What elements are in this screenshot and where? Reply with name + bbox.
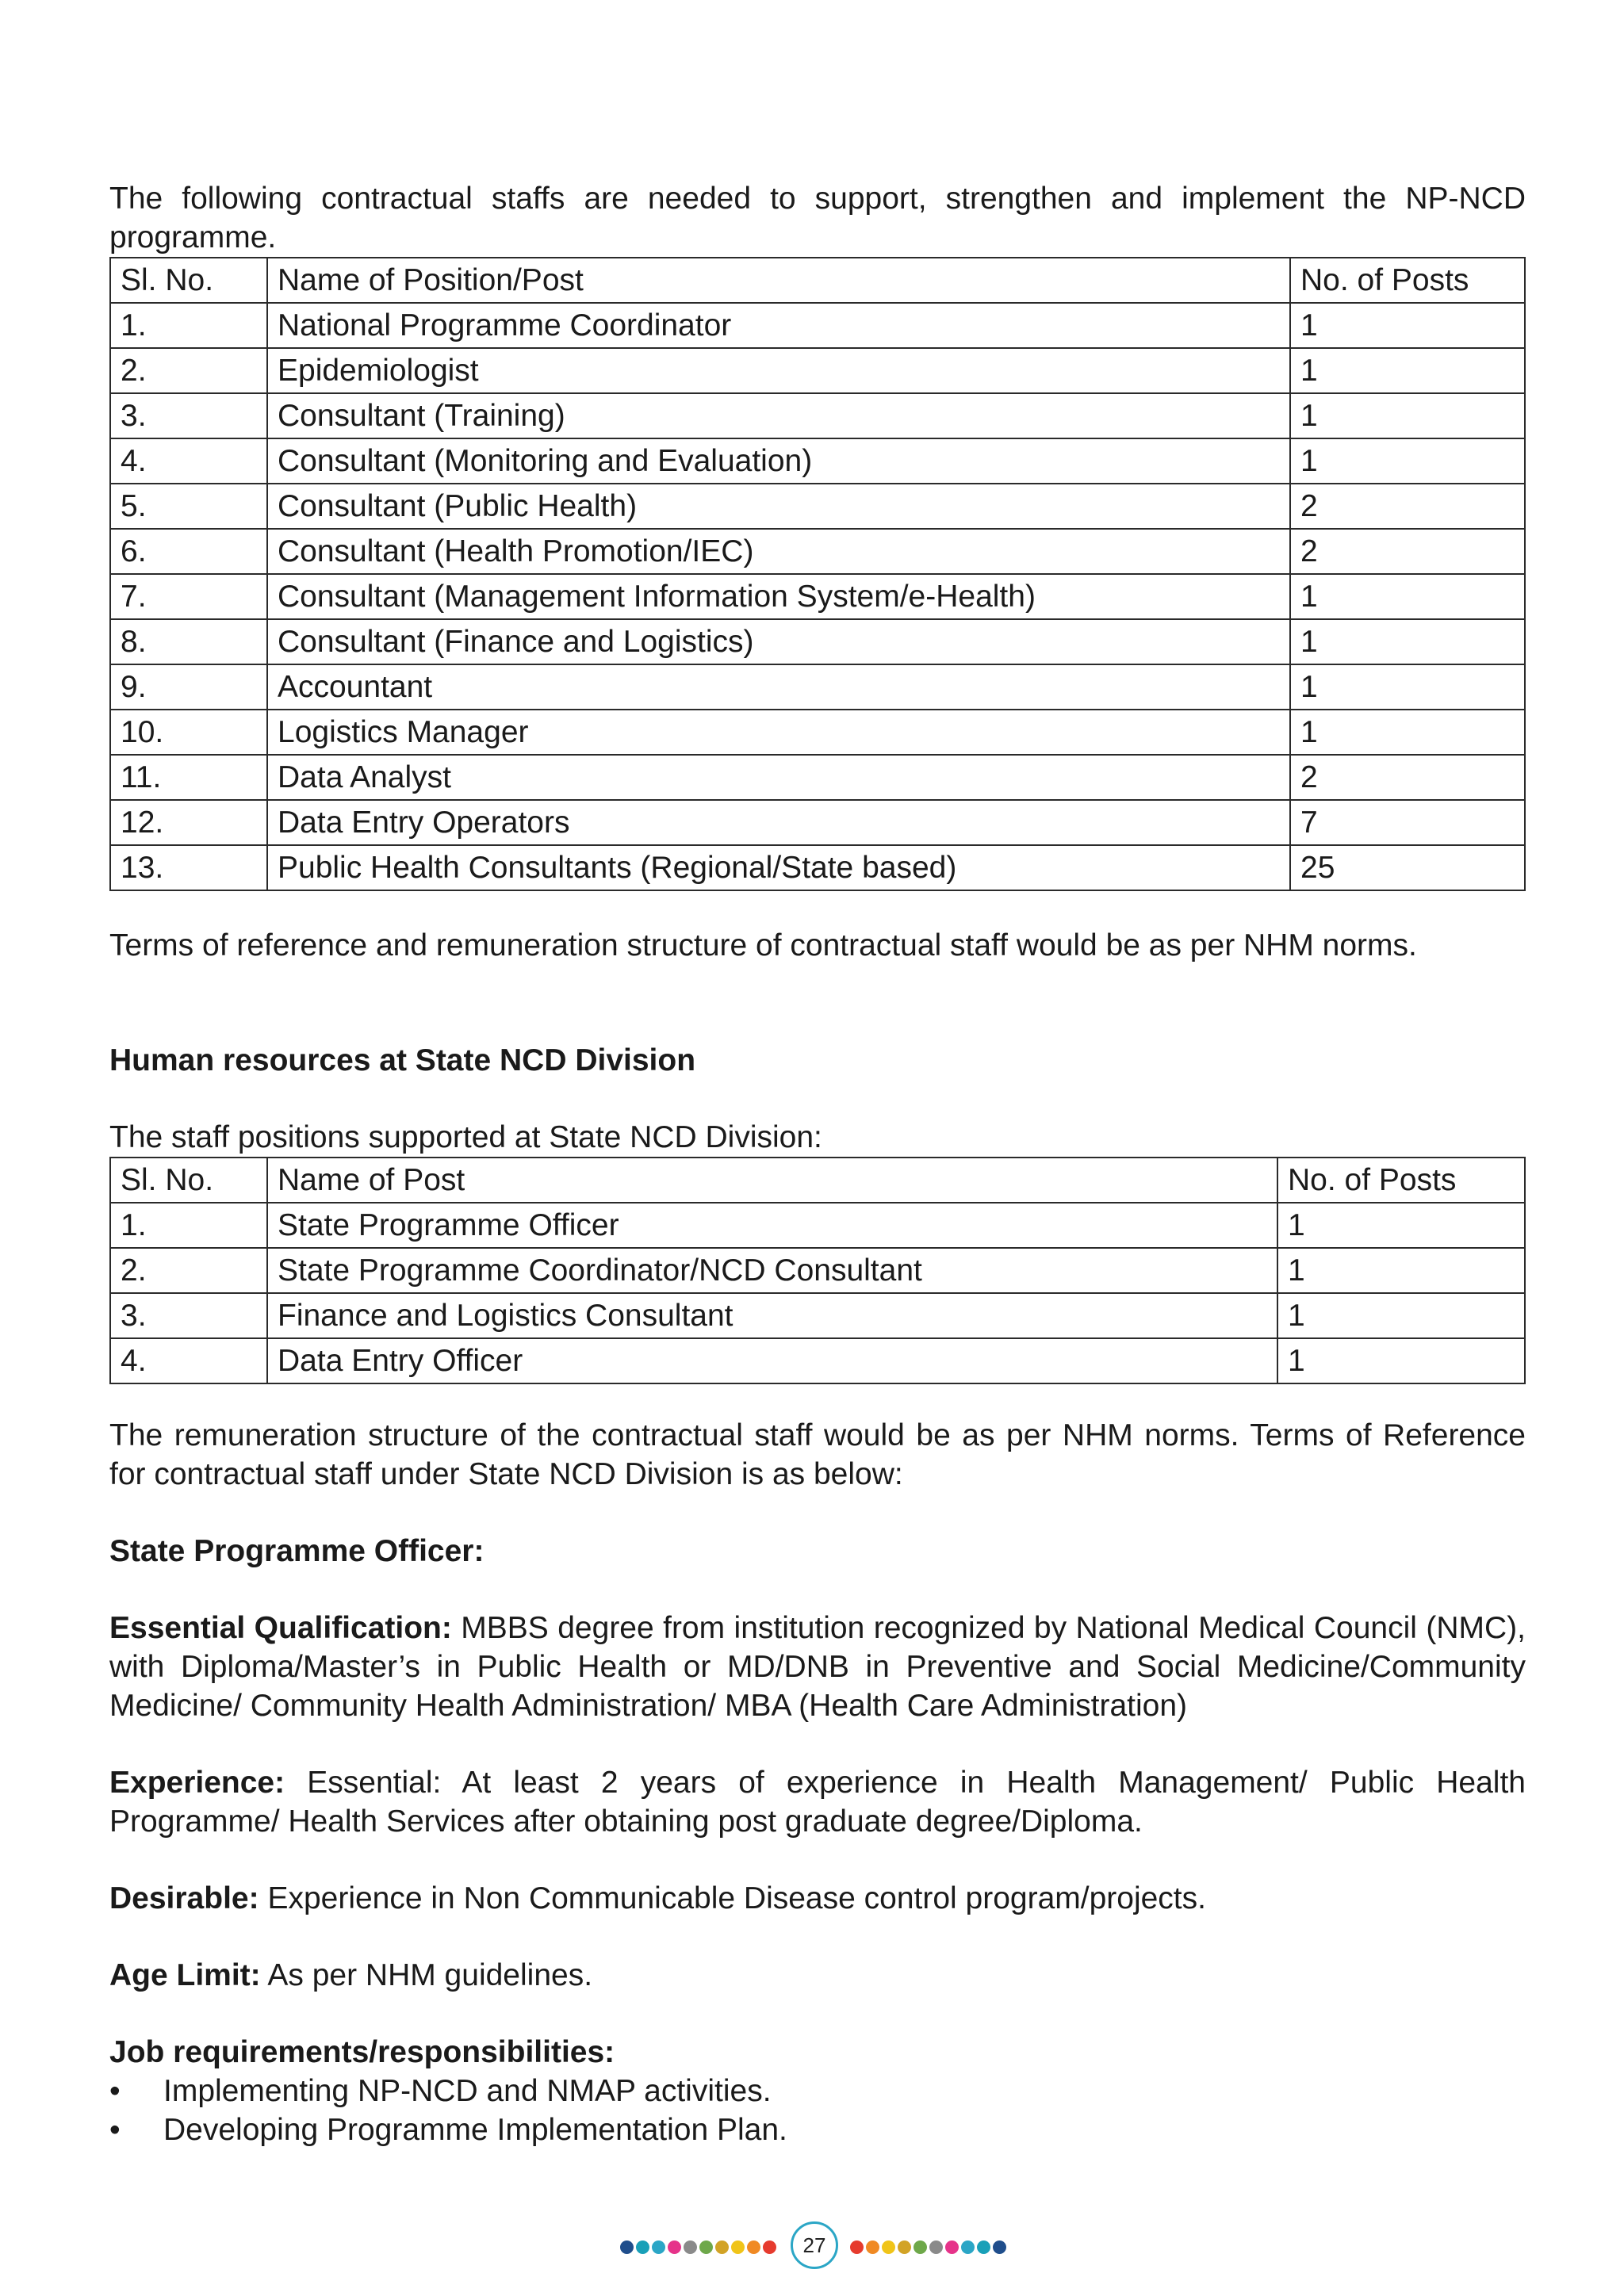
footer-dot: [731, 2241, 745, 2254]
table-cell: State Programme Coordinator/NCD Consultant: [267, 1248, 1277, 1293]
table-row: [110, 484, 1525, 529]
experience-text: Essential: At least 2 years of experience in Health Management/ Public Health Programme/ Health Services after obtaining post graduate degree/Diploma.: [109, 1766, 1526, 1839]
footer-dot: [763, 2241, 776, 2254]
table-cell: 2.: [110, 1248, 267, 1293]
footer-dot: [620, 2241, 634, 2254]
footer-dot: [684, 2241, 697, 2254]
table-cell: Consultant (Monitoring and Evaluation): [267, 438, 1290, 484]
job-list: [109, 2072, 1526, 2149]
footer-dot: [652, 2241, 665, 2254]
state-intro: The staff positions supported at State NCD Division:: [109, 1120, 822, 1154]
footer-dot: [715, 2241, 729, 2254]
table-row: [110, 710, 1525, 755]
table-cell: Data Entry Operators: [267, 800, 1290, 845]
footer-dot: [747, 2241, 760, 2254]
table-cell: 9.: [110, 664, 267, 710]
table-cell: Consultant (Health Promotion/IEC): [267, 529, 1290, 574]
table-cell: 1: [1290, 303, 1525, 348]
footer-dot: [668, 2241, 681, 2254]
table-cell: Public Health Consultants (Regional/State based): [267, 845, 1290, 890]
table-cell: 1: [1290, 348, 1525, 393]
remuneration-note: The remuneration structure of the contractual staff would be as per NHM norms. Terms of Reference for contractual staff under State NCD Division is as below:: [109, 1418, 1526, 1491]
table-cell: National Programme Coordinator: [267, 303, 1290, 348]
table-row: [110, 303, 1525, 348]
table-cell: Logistics Manager: [267, 710, 1290, 755]
table-cell: Finance and Logistics Consultant: [267, 1293, 1277, 1338]
state-staff-table: [109, 1157, 1526, 1384]
table-cell: 25: [1290, 845, 1525, 890]
experience-label: Experience:: [109, 1766, 285, 1800]
column-header: Sl. No.: [110, 1158, 267, 1203]
footer-dot: [866, 2241, 879, 2254]
table-cell: 1: [1290, 574, 1525, 619]
age-limit: [109, 1956, 1526, 1995]
table-cell: 8.: [110, 619, 267, 664]
spo-heading: State Programme Officer:: [109, 1534, 485, 1568]
table-cell: 2: [1290, 529, 1525, 574]
table-cell: Data Entry Officer: [267, 1338, 1277, 1383]
table-cell: 7: [1290, 800, 1525, 845]
desirable-label: Desirable:: [109, 1881, 259, 1915]
table-row: [110, 529, 1525, 574]
table-cell: 1.: [110, 303, 267, 348]
table-cell: 1: [1277, 1338, 1525, 1383]
table-row: [110, 800, 1525, 845]
table-cell: Consultant (Management Information System/e-Health): [267, 574, 1290, 619]
table-cell: 1: [1277, 1293, 1525, 1338]
column-header: No. of Posts: [1290, 258, 1525, 303]
table-row: [110, 348, 1525, 393]
footer-dot: [993, 2241, 1006, 2254]
footer-dot: [636, 2241, 649, 2254]
table-cell: 4.: [110, 1338, 267, 1383]
table-cell: 11.: [110, 755, 267, 800]
table-row: [110, 393, 1525, 438]
footer-dot: [699, 2241, 713, 2254]
footer-dot: [882, 2241, 895, 2254]
table-cell: 10.: [110, 710, 267, 755]
central-staff-table: [109, 257, 1526, 891]
table-cell: 1: [1277, 1248, 1525, 1293]
table-cell: 3.: [110, 1293, 267, 1338]
table-cell: 2.: [110, 348, 267, 393]
table-cell: Epidemiologist: [267, 348, 1290, 393]
essential-label: Essential Qualification:: [109, 1611, 452, 1645]
page-number: 27: [791, 2221, 838, 2269]
table-cell: Consultant (Public Health): [267, 484, 1290, 529]
column-header: No. of Posts: [1277, 1158, 1525, 1203]
table-row: [110, 755, 1525, 800]
table-cell: 12.: [110, 800, 267, 845]
table-row: [110, 1203, 1525, 1248]
table-cell: 2: [1290, 484, 1525, 529]
table-row: [110, 664, 1525, 710]
table-row: [110, 1338, 1525, 1383]
table-cell: Consultant (Training): [267, 393, 1290, 438]
intro-paragraph: The following contractual staffs are needed to support, strengthen and implement the NP-NCD programme.: [109, 182, 1526, 254]
footer-dot: [945, 2241, 959, 2254]
column-header: Name of Position/Post: [267, 258, 1290, 303]
footer-dot: [929, 2241, 943, 2254]
table-cell: 6.: [110, 529, 267, 574]
page-footer: [0, 2221, 1624, 2272]
table-cell: 7.: [110, 574, 267, 619]
table-row: [110, 845, 1525, 890]
column-header: Name of Post: [267, 1158, 1277, 1203]
table-cell: 1: [1290, 619, 1525, 664]
table-cell: Accountant: [267, 664, 1290, 710]
table-cell: 1.: [110, 1203, 267, 1248]
job-heading: Job requirements/responsibilities:: [109, 2035, 615, 2069]
table-cell: State Programme Officer: [267, 1203, 1277, 1248]
table-row: [110, 1293, 1525, 1338]
footer-dot: [977, 2241, 990, 2254]
table-row: [110, 619, 1525, 664]
section-heading: Human resources at State NCD Division: [109, 1043, 696, 1077]
table-cell: 1: [1277, 1203, 1525, 1248]
table-cell: Consultant (Finance and Logistics): [267, 619, 1290, 664]
desirable-text: Experience in Non Communicable Disease control program/projects.: [267, 1881, 1206, 1915]
desirable: [109, 1879, 1526, 1918]
table-header-row: [110, 258, 1525, 303]
column-header: Sl. No.: [110, 258, 267, 303]
experience: [109, 1763, 1526, 1841]
list-item: • Developing Programme Implementation Plan.: [109, 2110, 1526, 2149]
table-cell: 1: [1290, 664, 1525, 710]
table-row: [110, 1248, 1525, 1293]
footer-dot: [898, 2241, 911, 2254]
table-row: [110, 438, 1525, 484]
essential-qualification: [109, 1609, 1526, 1725]
table-cell: Data Analyst: [267, 755, 1290, 800]
table-header-row: [110, 1158, 1525, 1203]
essential-text: MBBS degree from institution recognized by National Medical Council (NMC), with Diploma/Master’s in Public Health or MD/DNB in Preventive and Social Medicine/Community Medicine/ Community Health Administration/ MBA (Health Care Administration): [109, 1611, 1526, 1723]
table-cell: 1: [1290, 438, 1525, 484]
footer-dot: [914, 2241, 927, 2254]
list-item: • Implementing NP-NCD and NMAP activities.: [109, 2072, 1526, 2110]
table-cell: 2: [1290, 755, 1525, 800]
table-cell: 4.: [110, 438, 267, 484]
page-content: [109, 179, 1526, 2149]
table-row: [110, 574, 1525, 619]
table-cell: 3.: [110, 393, 267, 438]
table-cell: 13.: [110, 845, 267, 890]
age-label: Age Limit:: [109, 1958, 261, 1992]
table-cell: 1: [1290, 393, 1525, 438]
footer-dot: [961, 2241, 975, 2254]
table-cell: 5.: [110, 484, 267, 529]
table-cell: 1: [1290, 710, 1525, 755]
footer-dot: [850, 2241, 864, 2254]
age-text: As per NHM guidelines.: [267, 1958, 593, 1992]
terms-note: Terms of reference and remuneration structure of contractual staff would be as per NHM norms.: [109, 928, 1417, 962]
